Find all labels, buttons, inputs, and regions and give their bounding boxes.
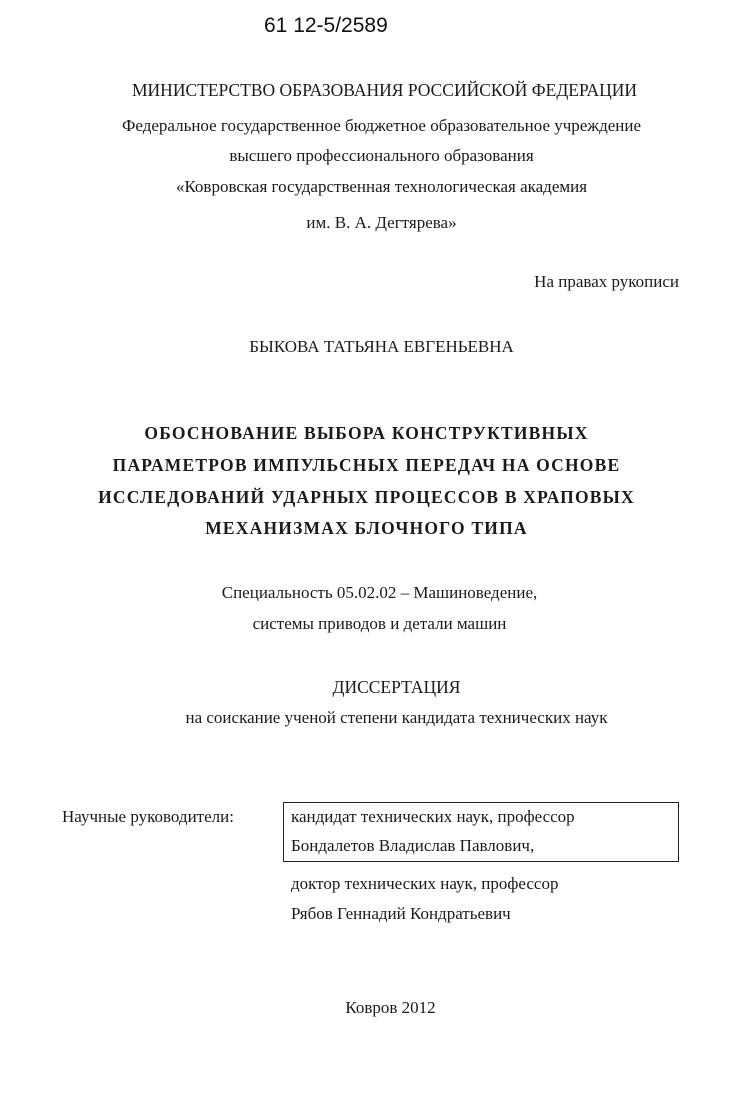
thesis-title-line: ПАРАМЕТРОВ ИМПУЛЬСНЫХ ПЕРЕДАЧ НА ОСНОВЕ (112, 455, 621, 475)
supervisor-line: кандидат технических наук, профессор (291, 807, 575, 826)
thesis-title-line: ИССЛЕДОВАНИЙ УДАРНЫХ ПРОЦЕССОВ В ХРАПОВЫХ (98, 487, 635, 507)
supervisors-label: Научные руководители: (62, 807, 234, 826)
manuscript-note: На правах рукописи (534, 272, 679, 291)
document-type: ДИССЕРТАЦИЯ (332, 677, 461, 697)
institution-line: высшего профессионального образования (229, 146, 534, 165)
institution-line: Федеральное государственное бюджетное образовательное учреждение (121, 116, 642, 135)
document-code: 61 12-5/2589 (264, 14, 388, 37)
specialty-line: системы приводов и детали машин (252, 614, 507, 633)
supervisor-line: Бондалетов Владислав Павлович, (291, 836, 535, 855)
thesis-title-line: МЕХАНИЗМАХ БЛОЧНОГО ТИПА (205, 518, 528, 538)
supervisor-line: доктор технических наук, профессор (291, 874, 559, 893)
supervisor-line: Рябов Геннадий Кондратьевич (291, 904, 511, 923)
place-and-year: Ковров 2012 (345, 998, 436, 1017)
degree-statement: на соискание ученой степени кандидата технических наук (185, 708, 608, 727)
institution-line: им. В. А. Дегтярева» (306, 213, 457, 232)
institution-line: «Ковровская государственная технологическая академия (175, 177, 588, 196)
ministry-name: МИНИСТЕРСТВО ОБРАЗОВАНИЯ РОССИЙСКОЙ ФЕДЕРАЦИИ (131, 80, 637, 100)
specialty-line: Специальность 05.02.02 – Машиноведение, (221, 583, 538, 602)
author-name: БЫКОВА ТАТЬЯНА ЕВГЕНЬЕВНА (249, 337, 514, 356)
thesis-title-line: ОБОСНОВАНИЕ ВЫБОРА КОНСТРУКТИВНЫХ (144, 423, 589, 443)
